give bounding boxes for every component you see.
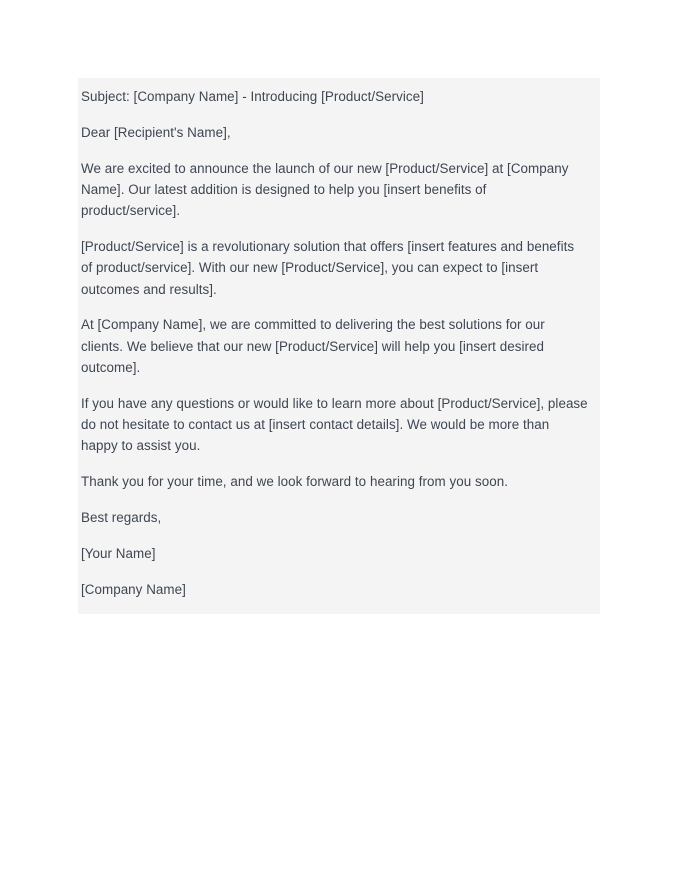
subject-line: Subject: [Company Name] - Introducing [Product/Service]	[81, 89, 424, 104]
thank-you-paragraph: Thank you for your time, and we look forward to hearing from you soon.	[81, 474, 509, 490]
commitment-paragraph: At [Company Name], we are committed to delivering the best solutions for our clients. We believe that our new [Product/Service] will help you [insert desired outcome].	[81, 317, 549, 375]
opening-paragraph: We are excited to announce the launch of our new [Product/Service] at [Company Name]. Our latest addition is designed to help you [insert benefits of product/service].	[81, 160, 573, 219]
sign-off: Best regards,	[81, 509, 162, 525]
sender-company: [Company Name]	[81, 581, 186, 597]
email-body-block[interactable]	[78, 78, 600, 614]
features-paragraph: [Product/Service] is a revolutionary solution that offers [insert features and benefits of product/service]. With our new [Product/Service], you can expect to [insert outcomes and results].	[81, 238, 578, 297]
salutation: Dear [Recipient's Name],	[81, 124, 231, 140]
sender-name: [Your Name]	[81, 545, 156, 561]
contact-paragraph: If you have any questions or would like to learn more about [Product/Service], please do not hesitate to contact us at [insert contact details]. We would be more than happy to assist you.	[81, 395, 592, 454]
